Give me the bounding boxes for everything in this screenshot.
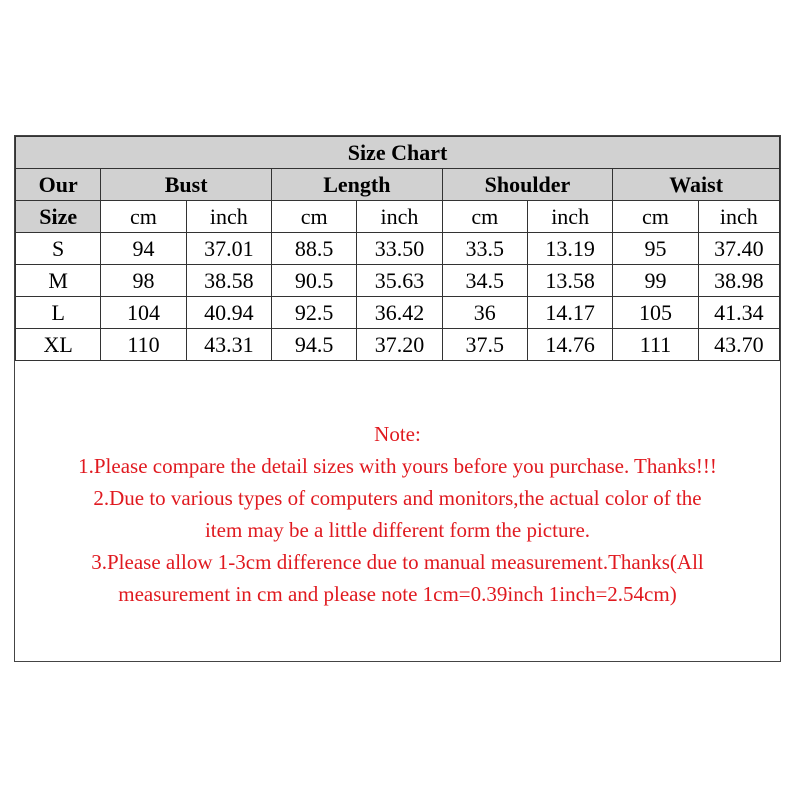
waist-inch: 43.70 xyxy=(698,329,779,361)
shoulder-inch: 14.76 xyxy=(527,329,612,361)
length-inch: 36.42 xyxy=(357,297,442,329)
shoulder-cm: 33.5 xyxy=(442,233,527,265)
size-label: XL xyxy=(16,329,101,361)
note-line-3b: measurement in cm and please note 1cm=0.39inch 1inch=2.54cm) xyxy=(118,582,677,606)
note-heading: Note: xyxy=(374,422,421,446)
group-length: Length xyxy=(271,169,442,201)
length-cm: 94.5 xyxy=(271,329,356,361)
length-cm: 88.5 xyxy=(271,233,356,265)
shoulder-inch: 14.17 xyxy=(527,297,612,329)
table-row xyxy=(16,297,780,329)
bust-inch: 40.94 xyxy=(186,297,271,329)
table-row xyxy=(16,233,780,265)
group-header-row xyxy=(16,169,780,201)
waist-cm: 95 xyxy=(613,233,698,265)
note-line-2a: 2.Due to various types of computers and monitors,the actual color of the xyxy=(93,486,702,510)
length-inch: 37.20 xyxy=(357,329,442,361)
unit-cm: cm xyxy=(613,201,698,233)
bust-cm: 94 xyxy=(101,233,186,265)
note-line-2b: item may be a little different form the picture. xyxy=(204,518,591,542)
size-chart-table xyxy=(15,136,780,361)
unit-inch: inch xyxy=(527,201,612,233)
unit-header-row xyxy=(16,201,780,233)
length-inch: 35.63 xyxy=(357,265,442,297)
unit-inch: inch xyxy=(357,201,442,233)
waist-inch: 38.98 xyxy=(698,265,779,297)
size-label: M xyxy=(16,265,101,297)
table-row xyxy=(16,265,780,297)
bust-inch: 38.58 xyxy=(186,265,271,297)
size-header-bottom: Size xyxy=(16,201,101,233)
group-waist: Waist xyxy=(613,169,780,201)
shoulder-inch: 13.58 xyxy=(527,265,612,297)
shoulder-inch: 13.19 xyxy=(527,233,612,265)
size-chart-sheet xyxy=(14,135,781,662)
group-bust: Bust xyxy=(101,169,272,201)
shoulder-cm: 37.5 xyxy=(442,329,527,361)
waist-cm: 111 xyxy=(613,329,698,361)
waist-cm: 99 xyxy=(613,265,698,297)
bust-cm: 110 xyxy=(101,329,186,361)
note-line-1: 1.Please compare the detail sizes with yours before you purchase. Thanks!!! xyxy=(78,454,717,478)
length-inch: 33.50 xyxy=(357,233,442,265)
size-header-top: Our xyxy=(16,169,101,201)
length-cm: 92.5 xyxy=(271,297,356,329)
table-row xyxy=(16,329,780,361)
waist-inch: 37.40 xyxy=(698,233,779,265)
unit-cm: cm xyxy=(442,201,527,233)
note-line-3a: 3.Please allow 1-3cm difference due to manual measurement.Thanks(All xyxy=(91,550,704,574)
title-row xyxy=(16,137,780,169)
waist-cm: 105 xyxy=(613,297,698,329)
bust-cm: 98 xyxy=(101,265,186,297)
bust-inch: 43.31 xyxy=(186,329,271,361)
bust-cm: 104 xyxy=(101,297,186,329)
shoulder-cm: 36 xyxy=(442,297,527,329)
group-shoulder: Shoulder xyxy=(442,169,613,201)
size-label: S xyxy=(16,233,101,265)
shoulder-cm: 34.5 xyxy=(442,265,527,297)
bust-inch: 37.01 xyxy=(186,233,271,265)
notes-block xyxy=(15,418,780,610)
waist-inch: 41.34 xyxy=(698,297,779,329)
unit-inch: inch xyxy=(698,201,779,233)
chart-title: Size Chart xyxy=(16,137,780,169)
unit-cm: cm xyxy=(101,201,186,233)
size-label: L xyxy=(16,297,101,329)
unit-inch: inch xyxy=(186,201,271,233)
unit-cm: cm xyxy=(271,201,356,233)
length-cm: 90.5 xyxy=(271,265,356,297)
